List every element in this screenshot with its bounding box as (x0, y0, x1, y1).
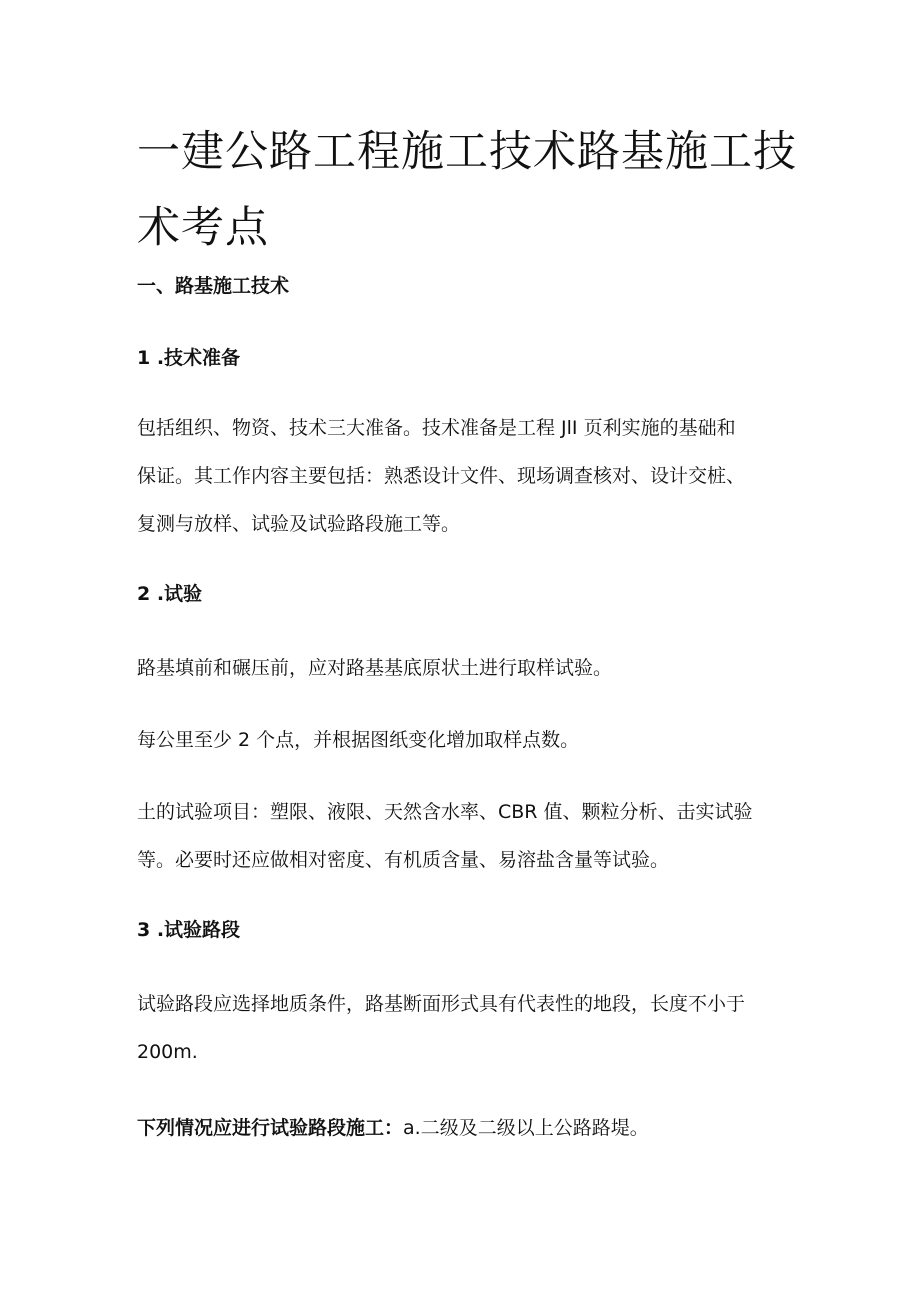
document-title-line-1: 一建公路工程施工技术路基施工技 (137, 127, 797, 177)
paragraph (137, 1114, 649, 1142)
paragraph-line: 复测与放样、试验及试验路段施工等。 (137, 513, 461, 535)
paragraph-line: 等。必要时还应做相对密度、有机质含量、易溶盐含量等试验。 (137, 849, 670, 871)
paragraph-text: a.二级及二级以上公路路堤。 (403, 1117, 649, 1139)
paragraph-line: 包括组织、物资、技术三大准备。技术准备是工程 JlI 页利实施的基础和 (137, 417, 736, 439)
paragraph: 每公里至少 2 个点，并根据图纸变化增加取样点数。 (137, 729, 580, 751)
subsection-heading-1: 1 .技术准备 (137, 347, 241, 369)
paragraph: 路基填前和碾压前，应对路基基底原状土进行取样试验。 (137, 657, 613, 679)
paragraph-line: 保证。其工作内容主要包括：熟悉设计文件、现场调查核对、设计交桩、 (137, 465, 746, 487)
paragraph-line: 200m. (137, 1041, 198, 1063)
paragraph-line: 土的试验项目：塑限、液限、天然含水率、CBR 值、颗粒分析、击实试验 (137, 801, 753, 823)
subsection-heading-3: 3 .试验路段 (137, 919, 241, 941)
document-title-line-2: 术考点 (137, 203, 269, 253)
section-heading-1: 一、路基施工技术 (137, 275, 290, 297)
paragraph-line: 试验路段应选择地质条件，路基断面形式具有代表性的地段，长度不小于 (137, 993, 746, 1015)
subsection-heading-2: 2 .试验 (137, 583, 203, 605)
paragraph-bold-lead: 下列情况应进行试验路段施工： (137, 1117, 404, 1139)
